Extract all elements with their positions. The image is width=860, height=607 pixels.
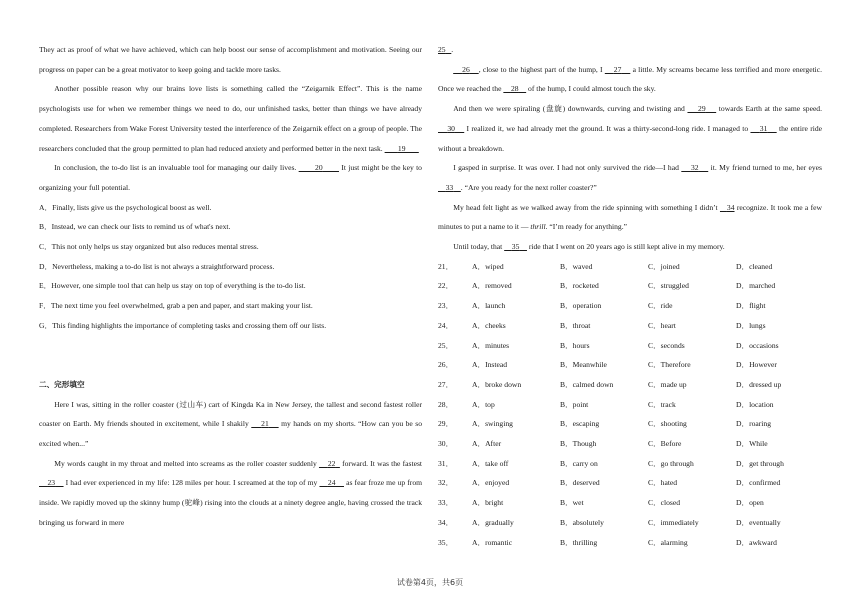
choice-option: C．Therefore: [648, 360, 691, 370]
cloze-text: . “I’m ready for anything.”: [545, 222, 627, 232]
cloze-continuation: 25 .: [438, 45, 454, 54]
reading-options: [39, 198, 422, 336]
blank-28-number: 28: [510, 84, 519, 94]
choice-option: C．Before: [648, 439, 682, 449]
blank-20-number: 20: [315, 163, 323, 173]
option-line: D．Nevertheless, making a to-do list is not always a straightforward process.: [39, 261, 275, 271]
choice-row: [438, 336, 822, 356]
question-number: 23．: [438, 301, 454, 311]
blank-30: [438, 124, 464, 133]
choice-option: B．waved: [560, 261, 593, 271]
right-column: [438, 40, 822, 552]
choice-row: [438, 473, 822, 493]
blank-27-number: 27: [613, 64, 622, 74]
blank-25: [438, 45, 451, 54]
blank-23-number: 23: [47, 478, 56, 488]
choice-row: [438, 434, 822, 454]
choice-option: D．lungs: [736, 320, 766, 330]
choice-option: A．removed: [472, 281, 512, 291]
page-footer: 试卷第4页，共6页: [396, 578, 464, 587]
question-number: 21．: [438, 261, 454, 271]
choice-option: B．Meanwhile: [560, 360, 607, 370]
choice-row: [438, 454, 822, 474]
choice-option: B．escaping: [560, 419, 600, 429]
blank-25-number: 25: [438, 45, 446, 54]
option-line: E．However, one simple tool that can help us stay on top of everything is the to-do list.: [39, 281, 306, 291]
question-number: 32．: [438, 478, 454, 488]
choice-option: C．joined: [648, 261, 680, 271]
cloze-text: Until today, that: [453, 242, 503, 252]
choice-option: C．ride: [648, 301, 673, 311]
choice-option: B．throat: [560, 320, 591, 330]
question-number: 26．: [438, 360, 454, 370]
choice-option: D．get through: [736, 458, 784, 468]
cloze-paragraph-1: [39, 395, 422, 454]
cloze-text: my hands on my shorts. “How can you be so excited when...”: [39, 419, 423, 449]
left-column: [39, 40, 422, 533]
question-number: 33．: [438, 498, 454, 508]
blank-26-number: 26: [462, 64, 470, 74]
choice-option: B．rocketed: [560, 281, 599, 291]
choice-option: A．top: [472, 399, 495, 409]
blank-32: [681, 163, 708, 172]
choice-option: B．Though: [560, 439, 597, 449]
question-number: 27．: [438, 379, 454, 389]
question-number: 35．: [438, 537, 454, 547]
blank-35-number: 35: [511, 242, 520, 252]
blank-28: [503, 84, 526, 93]
cloze-text: forward. It was the fastest: [342, 458, 423, 468]
blank-30-number: 30: [447, 123, 455, 133]
cloze-italic-word: thrill: [530, 222, 546, 232]
question-number: 28．: [438, 399, 454, 409]
choice-option: D．cleaned: [736, 261, 773, 271]
blank-26: [453, 65, 479, 74]
cloze-paragraph-4: [438, 99, 822, 158]
choice-option: B．deserved: [560, 478, 600, 488]
choice-row: [438, 395, 822, 415]
cloze-paragraph-3: [438, 60, 822, 99]
choice-option: C．hated: [648, 478, 678, 488]
choice-option: A．take off: [472, 458, 509, 468]
blank-33: [438, 183, 461, 192]
blank-22: [319, 459, 340, 468]
choice-option: A．romantic: [472, 537, 513, 547]
choice-option: A．enjoyed: [472, 478, 510, 488]
question-number: 34．: [438, 517, 454, 527]
choice-row: [438, 414, 822, 434]
choice-option: A．bright: [472, 498, 504, 508]
blank-20: [299, 163, 339, 172]
choice-option: C．struggled: [648, 281, 689, 291]
cloze-text: My head felt light as we walked away from the ride spinning with something I didn’t: [453, 202, 718, 212]
reading-paragraph-3-tail: It just might be the key to organizing your full potential.: [39, 163, 422, 192]
blank-21: [251, 419, 278, 428]
choice-option: D．While: [736, 439, 768, 449]
choice-option: C．shooting: [648, 419, 687, 429]
choice-option: B．carry on: [560, 458, 598, 468]
reading-paragraph-3: [39, 158, 422, 197]
choice-option: B．operation: [560, 301, 602, 311]
option-line: A．Finally, lists give us the psychological boost as well.: [39, 202, 212, 212]
blank-34: [720, 203, 735, 212]
cloze-text: , close to the highest part of the hump, I: [478, 64, 603, 74]
choice-option: A．cheeks: [472, 320, 506, 330]
cloze-text: a little. My screams became less terrified and more energetic. Once we reached the: [438, 64, 823, 94]
blank-29: [687, 104, 716, 113]
choice-option: A．gradually: [472, 517, 514, 527]
cloze-text: Here I was, sitting in the roller coaster (过山车) cart of Kingda Ka in New Jersey, the tallest and second fastest roller coaster on Earth. My friends shouted in excitement, while I shakily: [39, 399, 422, 429]
choice-option: D．eventually: [736, 517, 781, 527]
choice-row: [438, 316, 822, 336]
choice-option: C．made up: [648, 379, 687, 389]
choice-option: B．point: [560, 399, 589, 409]
choice-option: C．seconds: [648, 340, 685, 350]
option-line: G．This finding highlights the importance of completing tasks and crossing them off our lists.: [39, 320, 327, 330]
choice-option: D．flight: [736, 301, 766, 311]
choice-option: D．location: [736, 399, 774, 409]
choice-option: D．awkward: [736, 537, 777, 547]
choice-row: [438, 276, 822, 296]
cloze-text: the entire ride without a breakdown.: [438, 123, 823, 153]
option-line: B．Instead, we can check our lists to remind us of what's next.: [39, 222, 231, 232]
cloze-text: as fear froze me up from inside. We rapidly moved up the skinny hump (驼峰) rising into the clouds at a ninety degree angle, having crossed the track bringing us forward in mere: [39, 478, 423, 527]
cloze-text: My words caught in my throat and melted into screams as the roller coaster suddenly: [54, 458, 317, 468]
choice-option: A．Instead: [472, 360, 508, 370]
choice-option: A．launch: [472, 301, 506, 311]
choice-option: C．go through: [648, 458, 694, 468]
blank-33-number: 33: [445, 182, 454, 192]
question-number: 24．: [438, 320, 454, 330]
blank-21-number: 21: [261, 419, 269, 429]
option-line: C．This not only helps us stay organized but also reduces mental stress.: [39, 242, 259, 252]
question-number: 29．: [438, 419, 454, 429]
blank-19-number: 19: [397, 143, 406, 153]
question-number: 30．: [438, 439, 454, 449]
choice-option: A．broke down: [472, 379, 522, 389]
choice-option: C．track: [648, 399, 676, 409]
choice-row: [438, 533, 822, 553]
choice-option: A．After: [472, 439, 502, 449]
choice-option: D．confirmed: [736, 478, 781, 488]
blank-29-number: 29: [698, 104, 706, 114]
cloze-text: recognize. It took me a few minutes to put a name to it —: [438, 202, 822, 232]
blank-34-number: 34: [726, 202, 735, 212]
question-number: 25．: [438, 340, 454, 350]
cloze-text: it. My friend turned to me, her eyes: [710, 163, 823, 173]
cloze-text: And then we were spiraling (盘旋) downwards, curving and twisting and: [453, 104, 685, 114]
option-line: F．The next time you feel overwhelmed, grab a pen and paper, and start making your list.: [39, 301, 313, 311]
cloze-text: of the hump, I could almost touch the sky.: [528, 84, 656, 94]
choice-option: C．closed: [648, 498, 681, 508]
cloze-text: . “Are you ready for the next roller coaster?”: [460, 182, 597, 192]
cloze-text: ride that I went on 20 years ago is still kept alive in my memory.: [528, 242, 725, 252]
choice-option: A．minutes: [472, 340, 510, 350]
choice-option: D．roaring: [736, 419, 772, 429]
reading-paragraph-3-text: In conclusion, the to-do list is an invaluable tool for managing our daily lives.: [54, 163, 297, 173]
choice-row: [438, 355, 822, 375]
blank-27: [605, 65, 631, 74]
choice-option: A．wiped: [472, 261, 504, 271]
cloze-text: I realized it, we had already met the ground. It was a thirty-second-long ride. I managed to: [466, 123, 749, 133]
cloze-paragraph-2: [39, 454, 422, 533]
cloze-paragraph-7: [438, 237, 822, 257]
choice-option: B．thrilling: [560, 537, 598, 547]
choice-option: C．heart: [648, 320, 676, 330]
blank-19: [385, 144, 419, 153]
cloze-text: I gasped in surprise. It was over. I had not only survived the ride—I had: [453, 163, 679, 173]
cloze-text: I had ever experienced in my life: 128 miles per hour. I screamed at the top of my: [65, 478, 318, 488]
cloze-paragraph-5: [438, 158, 822, 197]
choice-option: B．wet: [560, 498, 584, 508]
spacer: [39, 355, 422, 375]
choice-row: [438, 493, 822, 513]
choice-option: B．hours: [560, 340, 590, 350]
choice-option: B．absolutely: [560, 517, 604, 527]
choice-option: A．swinging: [472, 419, 513, 429]
choice-option: C．immediately: [648, 517, 699, 527]
blank-24-number: 24: [327, 478, 336, 488]
section-title: 二、完形填空: [39, 379, 85, 389]
choice-row: [438, 513, 822, 533]
blank-32-number: 32: [690, 163, 699, 173]
blank-22-number: 22: [327, 458, 336, 468]
choice-option: D．marched: [736, 281, 776, 291]
blank-35: [504, 242, 527, 251]
blank-23: [39, 478, 64, 487]
choice-option: D．open: [736, 498, 764, 508]
choice-option: D．dressed up: [736, 379, 782, 389]
choice-option: D．However: [736, 360, 777, 370]
choice-option: B．calmed down: [560, 379, 614, 389]
choice-row: [438, 375, 822, 395]
cloze-paragraph-6: [438, 198, 822, 237]
cloze-text: towards Earth at the same speed.: [718, 104, 823, 114]
question-number: 31．: [438, 458, 454, 468]
choice-row: [438, 257, 822, 277]
spacer: [39, 336, 422, 356]
reading-paragraph-2-text: Another possible reason why our brains love lists is something called the “Zeigarnik Effect”. This is the name psychologists use for when we remember things we need to do, our unfinished tasks, better than things we have already completed. Researchers from Wake Forest University tested the interference of the Zeigarnik effect on a group of people. The researchers concluded that the group permitted to plan had reduced anxiety and performed better in the next task.: [39, 84, 422, 153]
choice-row: [438, 296, 822, 316]
blank-24: [319, 478, 344, 487]
choice-option: D．occasions: [736, 340, 779, 350]
cloze-choices: [438, 257, 822, 553]
reading-paragraph-2: [39, 79, 422, 158]
blank-31: [750, 124, 776, 133]
reading-paragraph-1: They act as proof of what we have achieved, which can help boost our sense of accomplishment and motivation. Seeing our progress on paper can be a great motivator to keep going and tackle more tasks.: [39, 45, 422, 74]
question-number: 22．: [438, 281, 454, 291]
blank-31-number: 31: [759, 123, 768, 133]
choice-option: C．alarming: [648, 537, 688, 547]
